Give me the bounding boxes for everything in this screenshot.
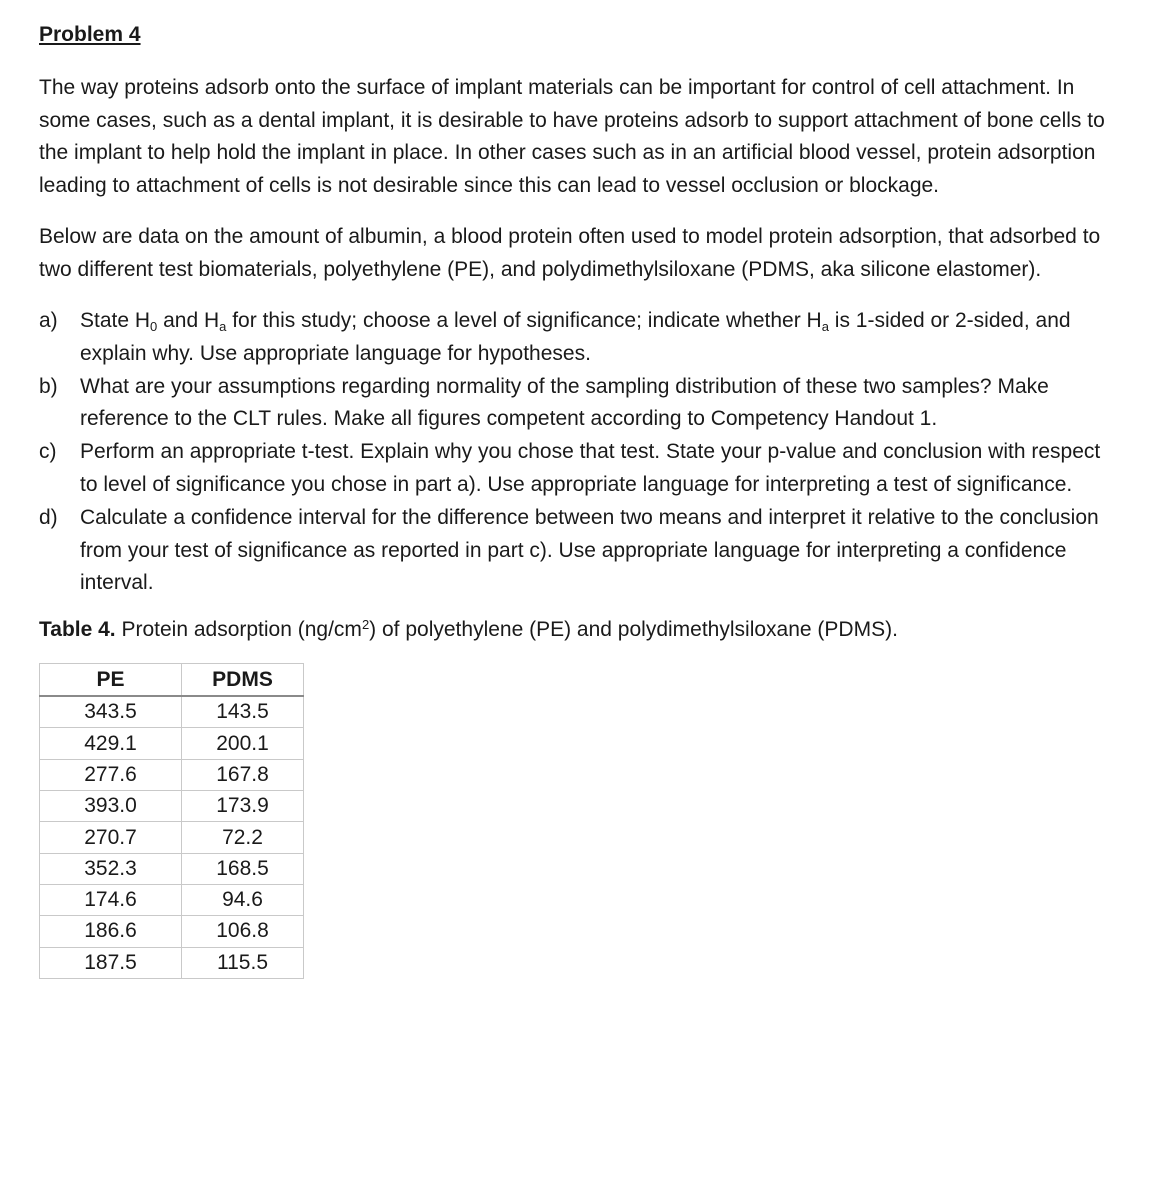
column-header-pdms: PDMS bbox=[182, 664, 304, 697]
question-c-text: Perform an appropriate t-test. Explain why you chose that test. State your p-value and conclusion with respect to level of significance you chose in part a). Use appropriate language for interpreting a test of significance. bbox=[80, 440, 1101, 496]
table-row bbox=[40, 947, 304, 978]
column-header-pe: PE bbox=[40, 664, 182, 697]
pe-value: 343.5 bbox=[40, 696, 182, 728]
table-row bbox=[40, 696, 304, 728]
data-intro-paragraph: Below are data on the amount of albumin, a blood protein often used to model protein adsorption, that adsorbed to two different test biomaterials, polyethylene (PE), and polydimethylsiloxane (PDMS, aka silicone elastomer). bbox=[39, 225, 1101, 281]
question-a-text bbox=[80, 305, 1119, 371]
pe-value: 277.6 bbox=[40, 759, 182, 790]
subscript-a: a bbox=[821, 319, 829, 334]
table-row bbox=[40, 822, 304, 853]
pdms-value: 94.6 bbox=[182, 884, 304, 915]
table-caption bbox=[39, 614, 1119, 646]
table-row bbox=[40, 728, 304, 759]
intro-paragraph: The way proteins adsorb onto the surface of implant materials can be important for control of cell attachment. In some cases, such as a dental implant, it is desirable to have proteins adsorb to support attachment of bone cells to the implant to help hold the implant in place. In other cases such as in an artificial blood vessel, protein adsorption leading to attachment of cells is not desirable since this can lead to vessel occlusion or blockage. bbox=[39, 76, 1105, 197]
problem-title: Problem 4 bbox=[39, 23, 141, 46]
question-d-text: Calculate a confidence interval for the difference between two means and interpret it relative to the conclusion from your test of significance as reported in part c). Use appropriate language for interpreting a confidence interval. bbox=[80, 505, 1099, 595]
question-a-part: for this study; choose a level of significance; indicate whether H bbox=[226, 309, 822, 332]
table-row bbox=[40, 853, 304, 884]
superscript-two: 2 bbox=[361, 617, 370, 633]
question-a bbox=[39, 305, 1119, 371]
question-a-part: and H bbox=[157, 309, 220, 332]
pdms-value: 167.8 bbox=[182, 759, 304, 790]
pe-value: 352.3 bbox=[40, 853, 182, 884]
question-b bbox=[39, 371, 1119, 437]
table-row bbox=[40, 916, 304, 947]
pe-value: 393.0 bbox=[40, 791, 182, 822]
pdms-value: 106.8 bbox=[182, 916, 304, 947]
question-a-part: is 1-sided or 2-sided, and explain why. Use appropriate language for hypotheses. bbox=[80, 309, 1071, 365]
table-caption-label: Table 4. bbox=[39, 618, 116, 642]
table-row bbox=[40, 884, 304, 915]
pe-value: 270.7 bbox=[40, 822, 182, 853]
table-header-row bbox=[40, 664, 304, 697]
pe-value: 174.6 bbox=[40, 884, 182, 915]
pe-value: 186.6 bbox=[40, 916, 182, 947]
pdms-value: 173.9 bbox=[182, 791, 304, 822]
pdms-value: 115.5 bbox=[182, 947, 304, 978]
question-a-part: State H bbox=[80, 309, 151, 332]
document-page bbox=[39, 20, 1119, 979]
pe-value: 187.5 bbox=[40, 947, 182, 978]
question-b-label: b) bbox=[39, 374, 58, 398]
question-b-text: What are your assumptions regarding normality of the sampling distribution of these two samples? Make reference to the CLT rules. Make all figures competent according to Competency Handout 1. bbox=[80, 374, 1049, 431]
pdms-value: 168.5 bbox=[182, 853, 304, 884]
pdms-value: 72.2 bbox=[182, 822, 304, 853]
table-caption-text: ) of polyethylene (PE) and polydimethylsiloxane (PDMS). bbox=[369, 618, 898, 642]
protein-adsorption-table bbox=[39, 663, 304, 979]
table-row bbox=[40, 759, 304, 790]
question-a-label: a) bbox=[39, 309, 58, 332]
table-row bbox=[40, 791, 304, 822]
table-caption-text: Protein adsorption (ng/cm bbox=[115, 618, 362, 642]
subscript-a: a bbox=[219, 319, 227, 334]
pdms-value: 200.1 bbox=[182, 728, 304, 759]
question-d bbox=[39, 502, 1119, 600]
pe-value: 429.1 bbox=[40, 728, 182, 759]
question-c bbox=[39, 436, 1119, 502]
question-list bbox=[39, 305, 1119, 600]
subscript-zero: 0 bbox=[150, 319, 158, 334]
pdms-value: 143.5 bbox=[182, 696, 304, 728]
question-d-label: d) bbox=[39, 505, 58, 529]
question-c-label: c) bbox=[39, 440, 57, 464]
